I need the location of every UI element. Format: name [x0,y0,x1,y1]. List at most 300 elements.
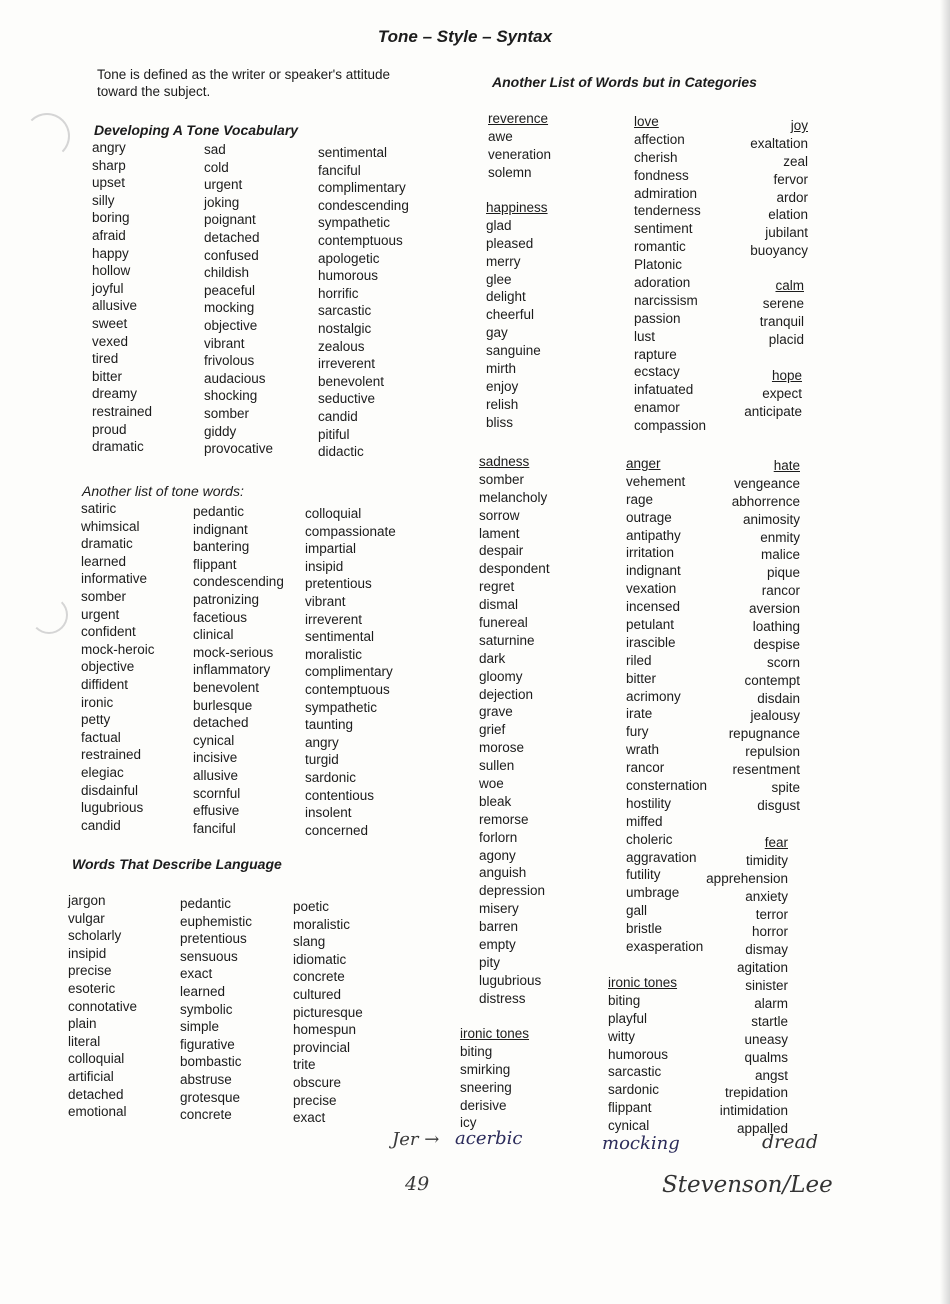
list-item: disdainful [81,782,139,798]
list-item: petty [81,712,111,728]
list-item: urgent [81,606,120,622]
list-item: whimsical [81,518,140,534]
list-item: petulant [626,617,675,633]
list-item: allusive [92,298,138,314]
list-item: miffed [626,813,663,829]
list-item: bristle [626,921,663,937]
list-item: satiric [81,501,117,516]
list-item: despise [753,636,800,652]
list-item: somber [81,588,127,604]
love-words [634,131,707,434]
list-item: sarcastic [608,1064,662,1080]
list-item: ardor [776,189,808,205]
list-item: boring [92,210,130,226]
list-item: pique [766,565,800,581]
list-item: clinical [193,627,234,643]
list-item: burlesque [193,697,253,713]
list-item: startle [751,1013,788,1029]
list-item: irreverent [305,611,363,627]
list-item: grave [479,704,513,720]
binder-hole-mark [24,113,70,159]
list-item: joyful [92,280,124,296]
list-item: mirth [486,361,516,377]
binder-hole-mark [30,596,68,634]
hope-title: hope [771,368,802,383]
list-item: hostility [626,795,672,811]
list-item: appalled [736,1121,788,1137]
list-item: lust [634,328,656,344]
list-item: zeal [783,153,808,169]
list-item: patronizing [193,591,260,607]
list-item: outrage [626,509,672,525]
list-item: esoteric [68,980,116,996]
list-item: uneasy [744,1031,788,1047]
list-item: idiomatic [293,951,347,967]
sadness-words [479,471,550,1006]
list-item: remorse [479,811,529,827]
list-item: benevolent [193,679,260,695]
list-item: candid [318,408,358,424]
list-item: nostalgic [318,320,372,336]
list-item: frivolous [204,353,255,369]
ironic-tones-right-group [608,974,678,1134]
list-item: poetic [293,899,330,914]
list-item: awe [488,128,513,144]
list-item: concrete [293,969,345,985]
list-item: consternation [626,778,708,794]
list-item: glad [486,217,512,233]
another-col-1 [81,500,155,834]
list-item: shocking [204,388,258,404]
sadness-group [479,453,550,1006]
language-col-1 [68,892,137,1121]
list-item: jubilant [765,225,808,241]
list-item: dismal [479,597,519,613]
list-item: lugubrious [81,800,144,816]
list-item: informative [81,571,148,587]
list-item: timidity [745,852,788,868]
hope-group [720,367,802,419]
list-item: upset [92,175,126,191]
list-item: fanciful [193,820,236,836]
fear-group [690,834,788,1137]
list-item: urgent [204,177,243,193]
list-item: scorn [766,654,800,670]
joy-title: joy [790,118,808,133]
list-item: sweet [92,315,128,331]
list-item: anticipate [744,403,802,419]
list-item: trite [293,1057,316,1073]
list-item: riled [626,652,652,668]
list-item: picturesque [293,1004,363,1020]
list-item: exasperation [626,939,704,955]
reverence-title: reverence [488,111,549,126]
list-item: exact [293,1110,326,1126]
list-item: rapture [634,346,677,362]
list-item: allusive [193,767,239,783]
list-item: incensed [626,599,681,615]
list-item: concrete [180,1107,232,1123]
scan-edge-shadow [940,0,950,1304]
list-item: cheerful [486,307,535,323]
list-item: sensuous [180,948,238,964]
list-item: restrained [92,403,153,419]
intro-text: Tone is defined as the writer or speaker's attitude toward the subject. [97,67,390,99]
list-item: artificial [68,1068,114,1084]
list-item: regret [479,579,515,595]
calm-words [720,295,804,347]
list-item: wrath [626,742,660,758]
list-item: dramatic [81,536,133,552]
list-item: insipid [68,945,107,961]
list-item: forlorn [479,829,518,845]
list-item: exaltation [750,135,808,151]
list-item: condescending [193,574,284,590]
list-item: pretentious [305,576,372,592]
list-item: detached [193,715,249,731]
list-item: woe [479,776,504,792]
list-item: poignant [204,212,256,228]
list-item: zealous [318,338,365,354]
list-item: colloquial [68,1051,125,1067]
list-item: bantering [193,539,250,555]
list-item: disdain [757,690,800,706]
list-item: empty [479,937,516,953]
list-item: terror [755,906,788,922]
list-item: pretentious [180,931,247,947]
list-item: dismay [745,942,788,958]
list-item: detached [204,229,260,245]
list-item: playful [608,1010,648,1026]
handwritten-acerbic: acerbic [455,1128,523,1149]
list-item: affection [634,131,685,147]
list-item: insolent [305,805,352,821]
list-item: insipid [305,558,344,574]
list-item: somber [204,405,250,421]
reverence-group [488,110,552,180]
calm-title: calm [775,278,804,293]
list-item: apologetic [318,250,380,266]
list-item: plain [68,1016,97,1032]
list-item: repulsion [745,744,800,760]
list-item: connotative [68,998,138,1014]
list-item: distress [479,990,526,1006]
list-item: factual [81,729,121,745]
list-item: precise [68,963,112,979]
list-item: bombastic [180,1054,242,1070]
list-item: pedantic [180,896,232,911]
list-item: didactic [318,444,364,460]
list-item: abstruse [180,1071,232,1087]
list-item: fanciful [318,162,361,178]
list-item: sympathetic [305,699,378,715]
list-item: horrific [318,285,359,301]
list-item: rancor [761,583,800,599]
list-item: grief [479,722,506,738]
list-item: delight [486,289,526,305]
list-item: admiration [634,185,698,201]
list-item: emotional [68,1104,127,1120]
list-item: malice [760,547,800,563]
list-item: condescending [318,197,409,213]
list-item: lament [479,525,520,541]
list-item: enmity [760,529,800,545]
list-item: grotesque [180,1089,241,1105]
list-item: provocative [204,441,274,457]
list-item: objective [81,659,135,675]
fear-title: fear [764,835,788,850]
list-item: exact [180,966,213,982]
list-item: angry [305,734,339,750]
language-col-2 [180,895,252,1124]
list-item: tired [92,351,119,367]
list-item: sarcastic [318,303,372,319]
list-item: humorous [608,1046,669,1062]
list-item: bitter [626,670,657,686]
developing-heading: Developing A Tone Vocabulary [94,122,299,138]
list-item: vibrant [204,335,245,351]
list-item: flippant [608,1100,652,1116]
list-item: compassionate [305,523,396,539]
list-item: adoration [634,275,691,291]
list-item: horror [751,924,788,940]
list-item: diffident [81,676,129,692]
list-item: dejection [479,686,534,702]
list-item: tranquil [759,313,804,329]
list-item: cultured [293,986,342,1002]
happiness-words [486,217,548,430]
list-item: elation [768,207,808,223]
list-item: sneering [460,1079,512,1095]
ironic-tones-right-title: ironic tones [608,975,678,990]
list-item: impartial [305,541,357,557]
list-item: bliss [486,414,514,430]
list-item: passion [634,310,681,326]
list-item: objective [204,317,258,333]
list-item: trepidation [724,1085,788,1101]
list-item: rancor [626,760,665,776]
list-item: effusive [193,803,240,819]
list-item: biting [460,1043,493,1059]
list-item: sorrow [479,507,520,523]
list-item: homespun [293,1022,357,1038]
list-item: gall [626,903,648,919]
list-item: placid [768,331,804,347]
language-heading: Words That Describe Language [72,856,282,872]
developing-col-2 [204,141,273,458]
sadness-title: sadness [479,454,530,469]
hate-group [690,457,800,813]
list-item: ironic [81,694,114,710]
list-item: qualms [744,1049,788,1065]
list-item: aggravation [626,849,697,865]
list-item: seductive [318,391,376,407]
list-item: precise [293,1092,337,1108]
list-item: smirking [460,1061,511,1077]
handwritten-mocking: mocking [602,1133,680,1154]
list-item: compassion [634,418,707,434]
list-item: sentimental [305,629,375,645]
list-item: pitiful [318,426,350,442]
list-item: euphemistic [180,913,253,929]
list-item: audacious [204,370,266,386]
hope-words [720,385,802,419]
list-item: dark [479,650,506,666]
love-title: love [634,114,659,129]
ironic-tones-left-group [460,1025,530,1131]
another-col-2 [193,503,284,837]
list-item: alarm [754,996,788,1012]
list-item: vulgar [68,910,105,926]
list-item: contempt [744,672,800,688]
list-item: vibrant [305,593,346,609]
list-item: tenderness [634,203,701,219]
list-item: irascible [626,634,676,650]
list-item: Platonic [634,257,683,273]
list-item: ecstacy [634,364,680,380]
list-item: lugubrious [479,972,542,988]
list-item: giddy [204,423,237,439]
list-item: happy [92,245,129,261]
list-item: facetious [193,609,248,625]
list-item: icy [460,1115,477,1131]
happiness-group [486,199,548,430]
list-item: anxiety [745,888,788,904]
list-item: futility [626,867,661,883]
list-item: spite [771,780,800,796]
list-item: proud [92,421,127,437]
list-item: resentment [732,762,800,778]
list-item: dreamy [92,386,138,402]
list-item: veneration [488,146,552,162]
list-item: simple [180,1019,220,1035]
handwritten-signature: Stevenson/Lee [662,1172,833,1198]
another-heading: Another list of tone words: [82,483,244,499]
list-item: complimentary [305,664,393,680]
list-item: repugnance [728,726,800,742]
handwritten-arrow-note: Jer → [392,1129,440,1150]
list-item: acrimony [626,688,681,704]
list-item: mocking [204,300,255,316]
list-item: flippant [193,556,237,572]
list-item: cynical [193,732,235,748]
list-item: irreverent [318,356,376,372]
developing-col-3 [318,144,409,461]
list-item: complimentary [318,180,406,196]
list-item: restrained [81,747,142,763]
list-item: buoyancy [750,243,808,259]
list-item: cynical [608,1118,650,1134]
reverence-words [488,128,552,180]
list-item: figurative [180,1036,235,1052]
fear-words [690,852,788,1137]
list-item: morose [479,740,525,756]
list-item: incisive [193,750,238,766]
list-item: vexed [92,333,129,349]
list-item: gloomy [479,668,523,684]
list-item: biting [608,992,641,1008]
list-item: sentimental [318,145,388,160]
list-item: pedantic [193,504,245,519]
handwritten-dread: dread [762,1131,818,1153]
list-item: peaceful [204,282,256,298]
list-item: jargon [68,893,106,908]
list-item: childish [204,265,250,281]
list-item: agitation [736,960,788,976]
happiness-title: happiness [486,200,548,215]
list-item: indignant [193,521,248,537]
list-item: vengeance [733,475,800,491]
list-item: bitter [92,368,123,384]
list-item: intimidation [719,1103,788,1119]
list-item: misery [479,901,519,917]
list-item: contemptuous [305,681,390,697]
handwritten-page-number: 49 [405,1173,430,1195]
list-item: apprehension [706,870,788,886]
list-item: sardonic [608,1082,660,1098]
list-item: infatuated [634,382,694,398]
list-item: despondent [479,561,550,577]
list-item: fervor [773,171,808,187]
list-item: turgid [305,752,339,768]
list-item: agony [479,847,516,863]
list-item: afraid [92,227,126,243]
list-item: enamor [634,400,680,416]
list-item: candid [81,817,121,833]
list-item: jealousy [750,708,800,724]
list-item: sinister [745,978,788,994]
list-item: abhorrence [731,493,800,509]
list-item: anguish [479,865,527,881]
list-item: fury [626,724,649,740]
list-item: silly [92,192,115,208]
list-item: bleak [479,793,512,809]
developing-col-1 [92,139,152,456]
list-item: depression [479,883,546,899]
ironic-tones-left-title: ironic tones [460,1026,530,1041]
list-item: choleric [626,831,673,847]
list-item: somber [479,471,525,487]
list-item: sanguine [486,343,541,359]
list-item: symbolic [180,1001,233,1017]
list-item: angry [92,140,126,155]
ironic-tones-left-words [460,1043,529,1131]
list-item: taunting [305,717,354,733]
list-item: colloquial [305,506,362,521]
list-item: glee [486,271,512,287]
list-item: merry [486,253,521,269]
joy-words [720,135,808,259]
list-item: sentiment [634,221,693,237]
list-item: narcissism [634,292,698,308]
list-item: concerned [305,822,369,838]
list-item: aversion [748,601,800,617]
list-item: gay [486,325,508,341]
list-item: sardonic [305,769,357,785]
list-item: humorous [318,268,379,284]
list-item: irate [626,706,653,722]
categories-heading: Another List of Words but in Categories [492,74,757,90]
list-item: angst [754,1067,788,1083]
list-item: serene [762,295,804,311]
list-item: moralistic [293,916,351,932]
list-item: contentious [305,787,375,803]
list-item: scholarly [68,928,122,944]
joy-group [720,117,808,259]
calm-group [720,277,804,347]
list-item: cold [204,159,229,175]
list-item: mock-heroic [81,641,155,657]
